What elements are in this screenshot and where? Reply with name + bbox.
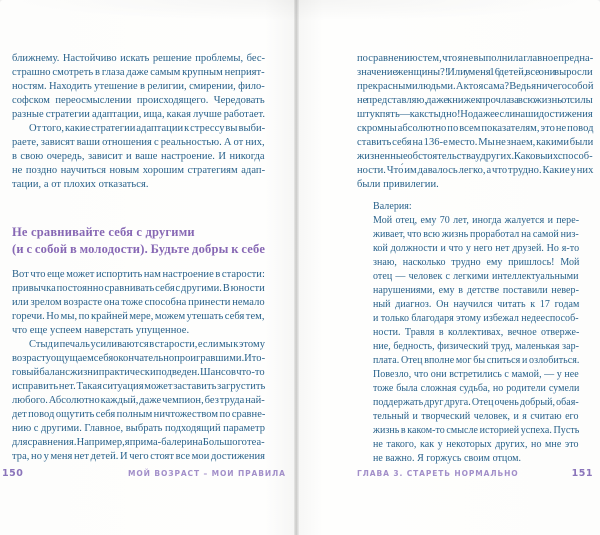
heading-line: (и с собой в молодости). Будьте добры к себе [12, 241, 266, 256]
text-line: не такого, как у некоторых других, но мне это [373, 439, 579, 450]
text-line: живает, что всю жизнь проработал на самой низ- [373, 229, 579, 240]
text-line: От того, какие стратегии адаптации к стрессу вы выби- [29, 123, 266, 134]
text-line: раете, зависят ваши отношения с реальностью. А от них, [12, 137, 265, 148]
text-line: разные стратегии адаптации, ища, какая лучше работает. [12, 109, 266, 120]
text-line: нию с другими. Главное, выбрать подходящий параметр [12, 423, 266, 434]
text-line: ставить себя на 136-е место. Мы не знаем, какими были [357, 137, 594, 148]
text-line: возрасту ощущаем себя окончательно проигравшими. Ито- [12, 353, 266, 364]
text-line: Мой отец, ему 70 лет, иногда жалуется и пере- [373, 215, 580, 226]
body-paragraph [12, 52, 265, 122]
text-line: тоже была сложная судьба, но родители сумели [373, 383, 580, 394]
text-line: Вот что еще может испортить нам настроение в старости: [12, 269, 265, 280]
text-line: страшно смотреть в глаза даже самым крупным неприят- [12, 67, 265, 78]
text-line: тации, а от плохих отказаться. [12, 179, 149, 190]
text-line: тельный и творческий человек, и я считаю его [373, 411, 579, 422]
text-line: для сравнения. Например, я прима-балерина Большого теа- [12, 437, 265, 448]
text-line: Стыд и печаль усиливаются в старости, если мы к этому [29, 339, 265, 350]
heading-line: Не сравнивайте себя с другими [12, 225, 195, 239]
page-number-right: 151 [571, 468, 593, 479]
text-line: что еще успеем наверстать упущенное. [12, 325, 190, 336]
text-line: были привилегии. [357, 179, 439, 190]
text-line: и только благодаря этому избежал недееспособ- [373, 313, 579, 324]
text-line: Повезло, что они встретились с мамой, — у нее [373, 369, 579, 380]
text-line: поддержать друг друга. Отец очень добрый, обая- [373, 397, 579, 408]
text-line: скромны абсолютно по всем показателям, это не повод [357, 123, 594, 134]
text-line: дет повод ощутить себя полным ничтожеством по сравне- [12, 409, 266, 420]
text-line: исправить нет. Такая ситуация может заставить загрустить [12, 381, 266, 392]
text-line: или зрелом возрасте она тоже способна принести немало [12, 297, 265, 308]
text-line: ности. Что́ им давалось легко, а что трудно. Какие у них [357, 165, 594, 176]
text-line: Валерия: [373, 201, 412, 212]
page-right [299, 0, 600, 535]
text-line: тра, но у меня нет детей. И чего стоят все мои достижения [12, 451, 266, 462]
text-line: ности. Травля в коллективах, вечное отверже- [373, 327, 580, 338]
quote-block [357, 200, 593, 466]
body-paragraph [12, 338, 265, 464]
text-line: говый баланс жизни практически подведен. Шансов что-то [12, 367, 265, 378]
text-line: привычка постоянно сравнивать себя с другими. В юности [12, 283, 265, 294]
text-line: нарушениями, ему в детстве поставили невер- [373, 285, 579, 296]
text-line: ние, бедность, физический труд, маленькая зар- [373, 341, 580, 352]
right-text-column [357, 52, 593, 466]
text-line: жизнь в каком-то смысле историей успеха. Пусть [373, 425, 580, 436]
body-paragraph [12, 268, 265, 338]
text-line: плата. Отец вполне мог бы спиться и озлобиться. [373, 355, 580, 366]
text-line: жизненные обстоятельства у других. Каковы их способ- [357, 151, 593, 162]
text-line: прекрасными людьми. А кто я сама? Ведь я ничего собой [357, 81, 594, 92]
text-line: в свою очередь, зависит и ваше настроение. И никогда [12, 151, 265, 162]
text-line: не важно. Я горжусь своим отцом. [373, 453, 522, 464]
text-line: штук пять — как стыдно! Но даже если наши достижения [357, 109, 593, 120]
text-line: ностям. Находить утешение в религии, смирении, фило- [12, 81, 265, 92]
body-paragraph [12, 122, 265, 192]
running-title-left: МОЙ ВОЗРАСТ – МОИ ПРАВИЛА [128, 469, 286, 478]
text-line: не представляю, даже книжек прочла за всю жизнь от силы [357, 95, 593, 106]
running-title-right: ГЛАВА 3. СТАРЕТЬ НОРМАЛЬНО [357, 469, 519, 478]
text-line: софском переосмыслении происходящего. Чередовать [12, 95, 265, 106]
section-heading [12, 224, 265, 257]
body-paragraph [357, 52, 593, 192]
text-line: не поздно научиться новым хорошим стратегиям адап- [12, 165, 266, 176]
text-line: ный диагноз. Он научился читать к 17 годам [373, 299, 580, 310]
page-number-left: 150 [2, 468, 24, 479]
text-line: знаю, насколько трудно ему пришлось! Мой [373, 257, 580, 268]
text-line: горечи. Но мы, по крайней мере, можем утешать себя тем, [12, 311, 265, 322]
text-line: ближнему. Настойчиво искать решение проблемы, бес- [12, 53, 266, 64]
text-line: любого. Абсолютно каждый, даже чемпион, без труда най- [12, 395, 265, 406]
text-line: кой должности и что у него нет друзей. Но я-то [373, 243, 580, 254]
text-line: по сравнению с тем, что я не выполнила главное предна- [357, 53, 594, 64]
text-line: значение женщины?! Или у меня 16 детей, все они выросли [357, 67, 593, 78]
text-line: отец — человек с легкими интеллектуальными [373, 271, 579, 282]
left-text-column [12, 52, 265, 464]
page-left [0, 0, 294, 535]
